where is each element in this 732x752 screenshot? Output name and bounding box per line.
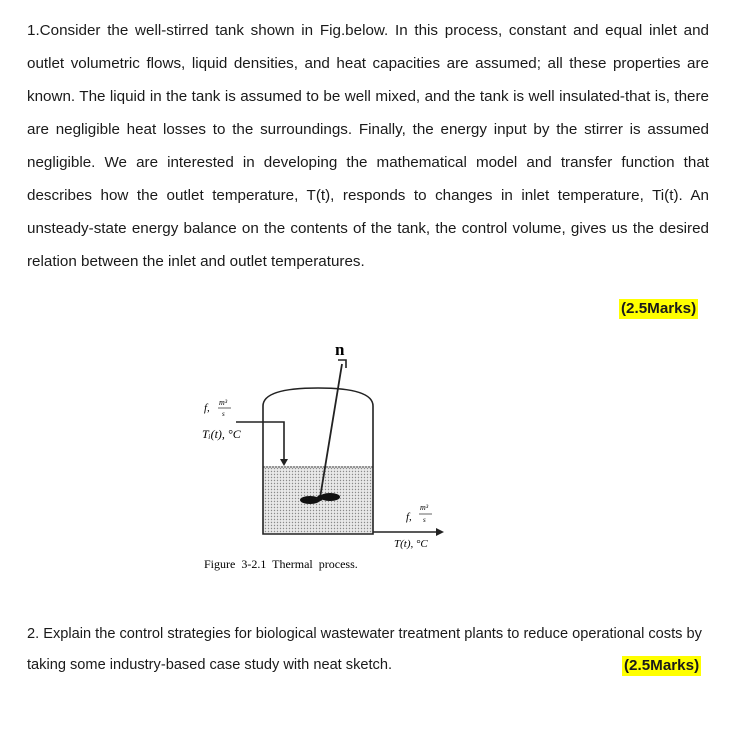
impeller-hub xyxy=(317,495,323,501)
impeller-blade-left xyxy=(300,496,320,504)
inlet-flow-label: f, xyxy=(204,402,210,414)
inlet-arrow xyxy=(280,459,288,466)
inlet-temp-label: Tᵢ(t), °C xyxy=(202,427,241,441)
question-2-marks: (2.5Marks) xyxy=(624,657,700,674)
question-1-marks: (2.5Marks) xyxy=(621,300,697,317)
impeller-blade-right xyxy=(320,493,340,501)
outlet-temp-label: T(t), °C xyxy=(394,538,428,550)
outlet-arrow xyxy=(436,528,444,536)
outlet-flow-label: f, xyxy=(406,511,412,523)
stirrer-label: n xyxy=(335,340,345,359)
thermal-process-figure xyxy=(180,338,470,578)
question-1-text: 1.Consider the well-stirred tank shown in Fig.below. In this process, constant and equal inlet and outlet volumetric flows, liquid densities, and heat capacities are assumed; all these properties are known. The liquid in the tank is assumed to be well mixed, and the tank is well insulated-that is, there are negligible heat losses to the surroundings. Finally, the energy input by the stirrer is assumed negligible. We are interested in developing the mathematical model and transfer function that describes how the outlet temperature, T(t), responds to changes in inlet temperature, Ti(t). An unsteady-state energy balance on the contents of the tank, the control volume, gives us the desired relation between the inlet and outlet temperatures. xyxy=(27,22,709,270)
outlet-flow-unit-den: s xyxy=(423,516,426,524)
inlet-flow-unit-num: m³ xyxy=(219,398,228,407)
figure-caption: Figure 3-2.1 Thermal process. xyxy=(204,557,358,571)
inlet-flow-unit-den: s xyxy=(222,410,225,418)
outlet-flow-unit-num: m³ xyxy=(420,503,429,512)
inlet-pipe xyxy=(236,422,284,462)
question-2-text: 2. Explain the control strategies for biological wastewater treatment plants to reduce operational costs by taking some industry-based case study with neat sketch. xyxy=(27,626,702,673)
